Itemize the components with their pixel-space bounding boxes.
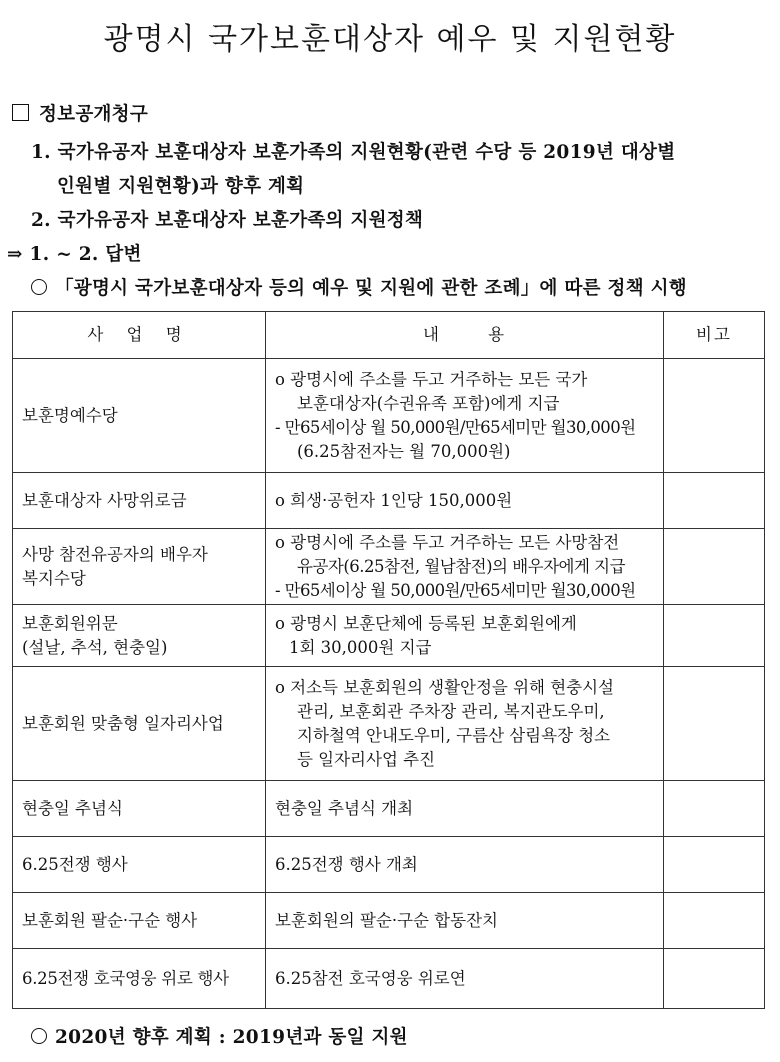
request-heading: 정보공개청구 xyxy=(39,104,149,125)
program-content-cell: 6.25참전 호국영웅 위로연 xyxy=(266,949,664,1009)
request-heading-line xyxy=(12,100,148,126)
future-plan-text: 2020년 향후 계획 : 2019년과 동일 지원 xyxy=(55,1027,408,1048)
support-policy-table xyxy=(12,311,765,1009)
program-note-cell xyxy=(664,837,765,893)
table-row xyxy=(13,781,765,837)
header-program-name: 사 업 명 xyxy=(13,312,266,359)
program-name-cell: 보훈회원 맞춤형 일자리사업 xyxy=(13,667,266,781)
program-content-cell: 보훈회원의 팔순·구순 합동잔치 xyxy=(266,893,664,949)
program-note-cell xyxy=(664,359,765,473)
table-row xyxy=(13,359,765,473)
program-content-cell: o 희생·공헌자 1인당 150,000원 xyxy=(266,473,664,529)
answer-heading: ⇒ 1. ~ 2. 답변 xyxy=(7,244,142,265)
table-row xyxy=(13,605,765,667)
program-name-cell: 보훈대상자 사망위로금 xyxy=(13,473,266,529)
program-content-cell: o 광명시 보훈단체에 등록된 보훈회원에게 1회 30,000원 지급 xyxy=(266,605,664,667)
table-row xyxy=(13,473,765,529)
program-note-cell xyxy=(664,605,765,667)
program-name-cell: 현충일 추념식 xyxy=(13,781,266,837)
table-row xyxy=(13,893,765,949)
program-name-cell: 보훈명예수당 xyxy=(13,359,266,473)
header-note: 비고 xyxy=(664,312,765,359)
program-content-cell: o 저소득 보훈회원의 생활안정을 위해 현충시설 관리, 보훈회관 주차장 관리, 복지관도우미, 지하철역 안내도우미, 구름산 삼림욕장 청소 등 일자리사업 추진 xyxy=(266,667,664,781)
request-item-2: 2. 국가유공자 보훈대상자 보훈가족의 지원정책 xyxy=(31,210,424,231)
program-name-cell: 보훈회원위문 (설날, 추석, 현충일) xyxy=(13,605,266,667)
table-row xyxy=(13,667,765,781)
program-content-cell: 6.25전쟁 행사 개최 xyxy=(266,837,664,893)
table-row xyxy=(13,837,765,893)
policy-line xyxy=(31,274,687,300)
program-note-cell xyxy=(664,949,765,1009)
document-title: 광명시 국가보훈대상자 예우 및 지원현황 xyxy=(103,22,677,57)
program-note-cell xyxy=(664,893,765,949)
circle-bullet-icon xyxy=(31,279,47,295)
checkbox-square-icon xyxy=(12,104,29,121)
program-content-cell: o 광명시에 주소를 두고 거주하는 모든 사망참전 유공자(6.25참전, 월남참전)의 배우자에게 지급 - 만65세이상 월 50,000원/만65세미만 월30,000원 xyxy=(266,529,664,605)
circle-bullet-icon xyxy=(31,1028,47,1044)
program-note-cell xyxy=(664,529,765,605)
program-note-cell xyxy=(664,473,765,529)
program-content-cell: 현충일 추념식 개최 xyxy=(266,781,664,837)
header-content: 내 용 xyxy=(266,312,664,359)
table-row xyxy=(13,949,765,1009)
program-name-cell: 보훈회원 팔순·구순 행사 xyxy=(13,893,266,949)
program-name-cell: 6.25전쟁 행사 xyxy=(13,837,266,893)
table-row xyxy=(13,529,765,605)
program-note-cell xyxy=(664,781,765,837)
program-note-cell xyxy=(664,667,765,781)
future-plan-line xyxy=(31,1023,408,1049)
program-name-cell: 6.25전쟁 호국영웅 위로 행사 xyxy=(13,949,266,1009)
program-content-cell: o 광명시에 주소를 두고 거주하는 모든 국가 보훈대상자(수권유족 포함)에게 지급 - 만65세이상 월 50,000원/만65세미만 월30,000원 (6.25참전자는 월 70,000원) xyxy=(266,359,664,473)
request-item-1-line-1: 1. 국가유공자 보훈대상자 보훈가족의 지원현황(관련 수당 등 2019년 대상별 xyxy=(31,142,676,163)
request-item-1-line-2: 인원별 지원현황)과 향후 계획 xyxy=(57,176,305,197)
table-header-row xyxy=(13,312,765,359)
program-name-cell: 사망 참전유공자의 배우자 복지수당 xyxy=(13,529,266,605)
policy-text: 「광명시 국가보훈대상자 등의 예우 및 지원에 관한 조례」에 따른 정책 시행 xyxy=(55,278,687,299)
